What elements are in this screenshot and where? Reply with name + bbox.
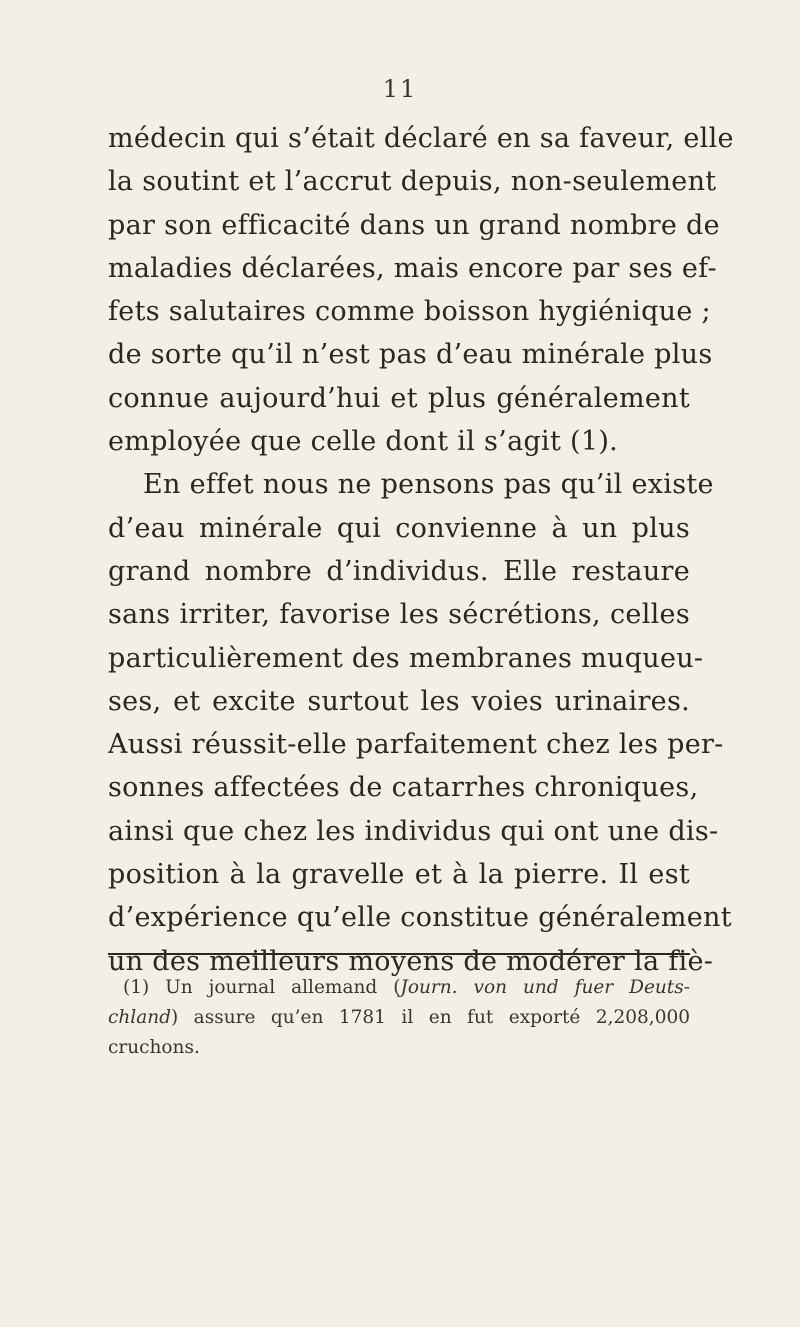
footnote-text: ) assure qu’en 1781 il en fut exporté 2,208,000 [170, 1007, 690, 1028]
text-line: un des meilleurs moyens de modérer la fiè- [108, 945, 714, 977]
footnote-line: cruchons. [108, 1037, 200, 1058]
text-line: la soutint et l’accrut depuis, non-seulement [108, 166, 717, 198]
text-line: d’eau minérale qui convienne à un plus [108, 512, 690, 544]
text-line: Aussi réussit-elle parfaitement chez les per- [108, 729, 724, 761]
text-line: médecin qui s’était déclaré en sa faveur, elle [108, 123, 734, 154]
body-text [108, 117, 734, 983]
footnote-italic-text: chland [108, 1007, 171, 1028]
text-line: En effet nous ne pensons pas qu’il existe [143, 469, 714, 501]
text-line: par son efficacité dans un grand nombre de [108, 209, 720, 241]
footnote [108, 973, 690, 1063]
footnote-italic-text: Journ. von und fuer Deuts- [400, 977, 690, 998]
text-line: position à la gravelle et à la pierre. Il est [108, 859, 690, 891]
page-number: 11 [382, 75, 418, 103]
text-line: employée que celle dont il s’agit (1). [108, 426, 619, 458]
text-line: maladies déclarées, mais encore par ses ef- [108, 252, 717, 284]
text-line: sans irriter, favorise les sécrétions, celles [108, 599, 690, 631]
text-line: ses, et excite surtout les voies urinaires. [108, 685, 690, 717]
footnote-text: (1) Un journal allemand ( [123, 977, 401, 998]
text-line: connue aujourd’hui et plus généralement [108, 382, 690, 414]
footnote-divider [108, 953, 690, 955]
text-line: grand nombre d’individus. Elle restaure [108, 555, 690, 587]
text-line: particulièrement des membranes muqueu- [108, 642, 704, 674]
text-line: ainsi que chez les individus qui ont une dis- [108, 815, 719, 847]
text-line: sonnes affectées de catarrhes chroniques, [108, 772, 699, 804]
footnote-line [108, 973, 690, 1003]
footnote-line [108, 1003, 690, 1033]
text-line: d’expérience qu’elle constitue généralement [108, 902, 732, 934]
text-line: fets salutaires comme boisson hygiénique ; [108, 296, 711, 328]
text-line: de sorte qu’il n’est pas d’eau minérale plus [108, 339, 713, 371]
